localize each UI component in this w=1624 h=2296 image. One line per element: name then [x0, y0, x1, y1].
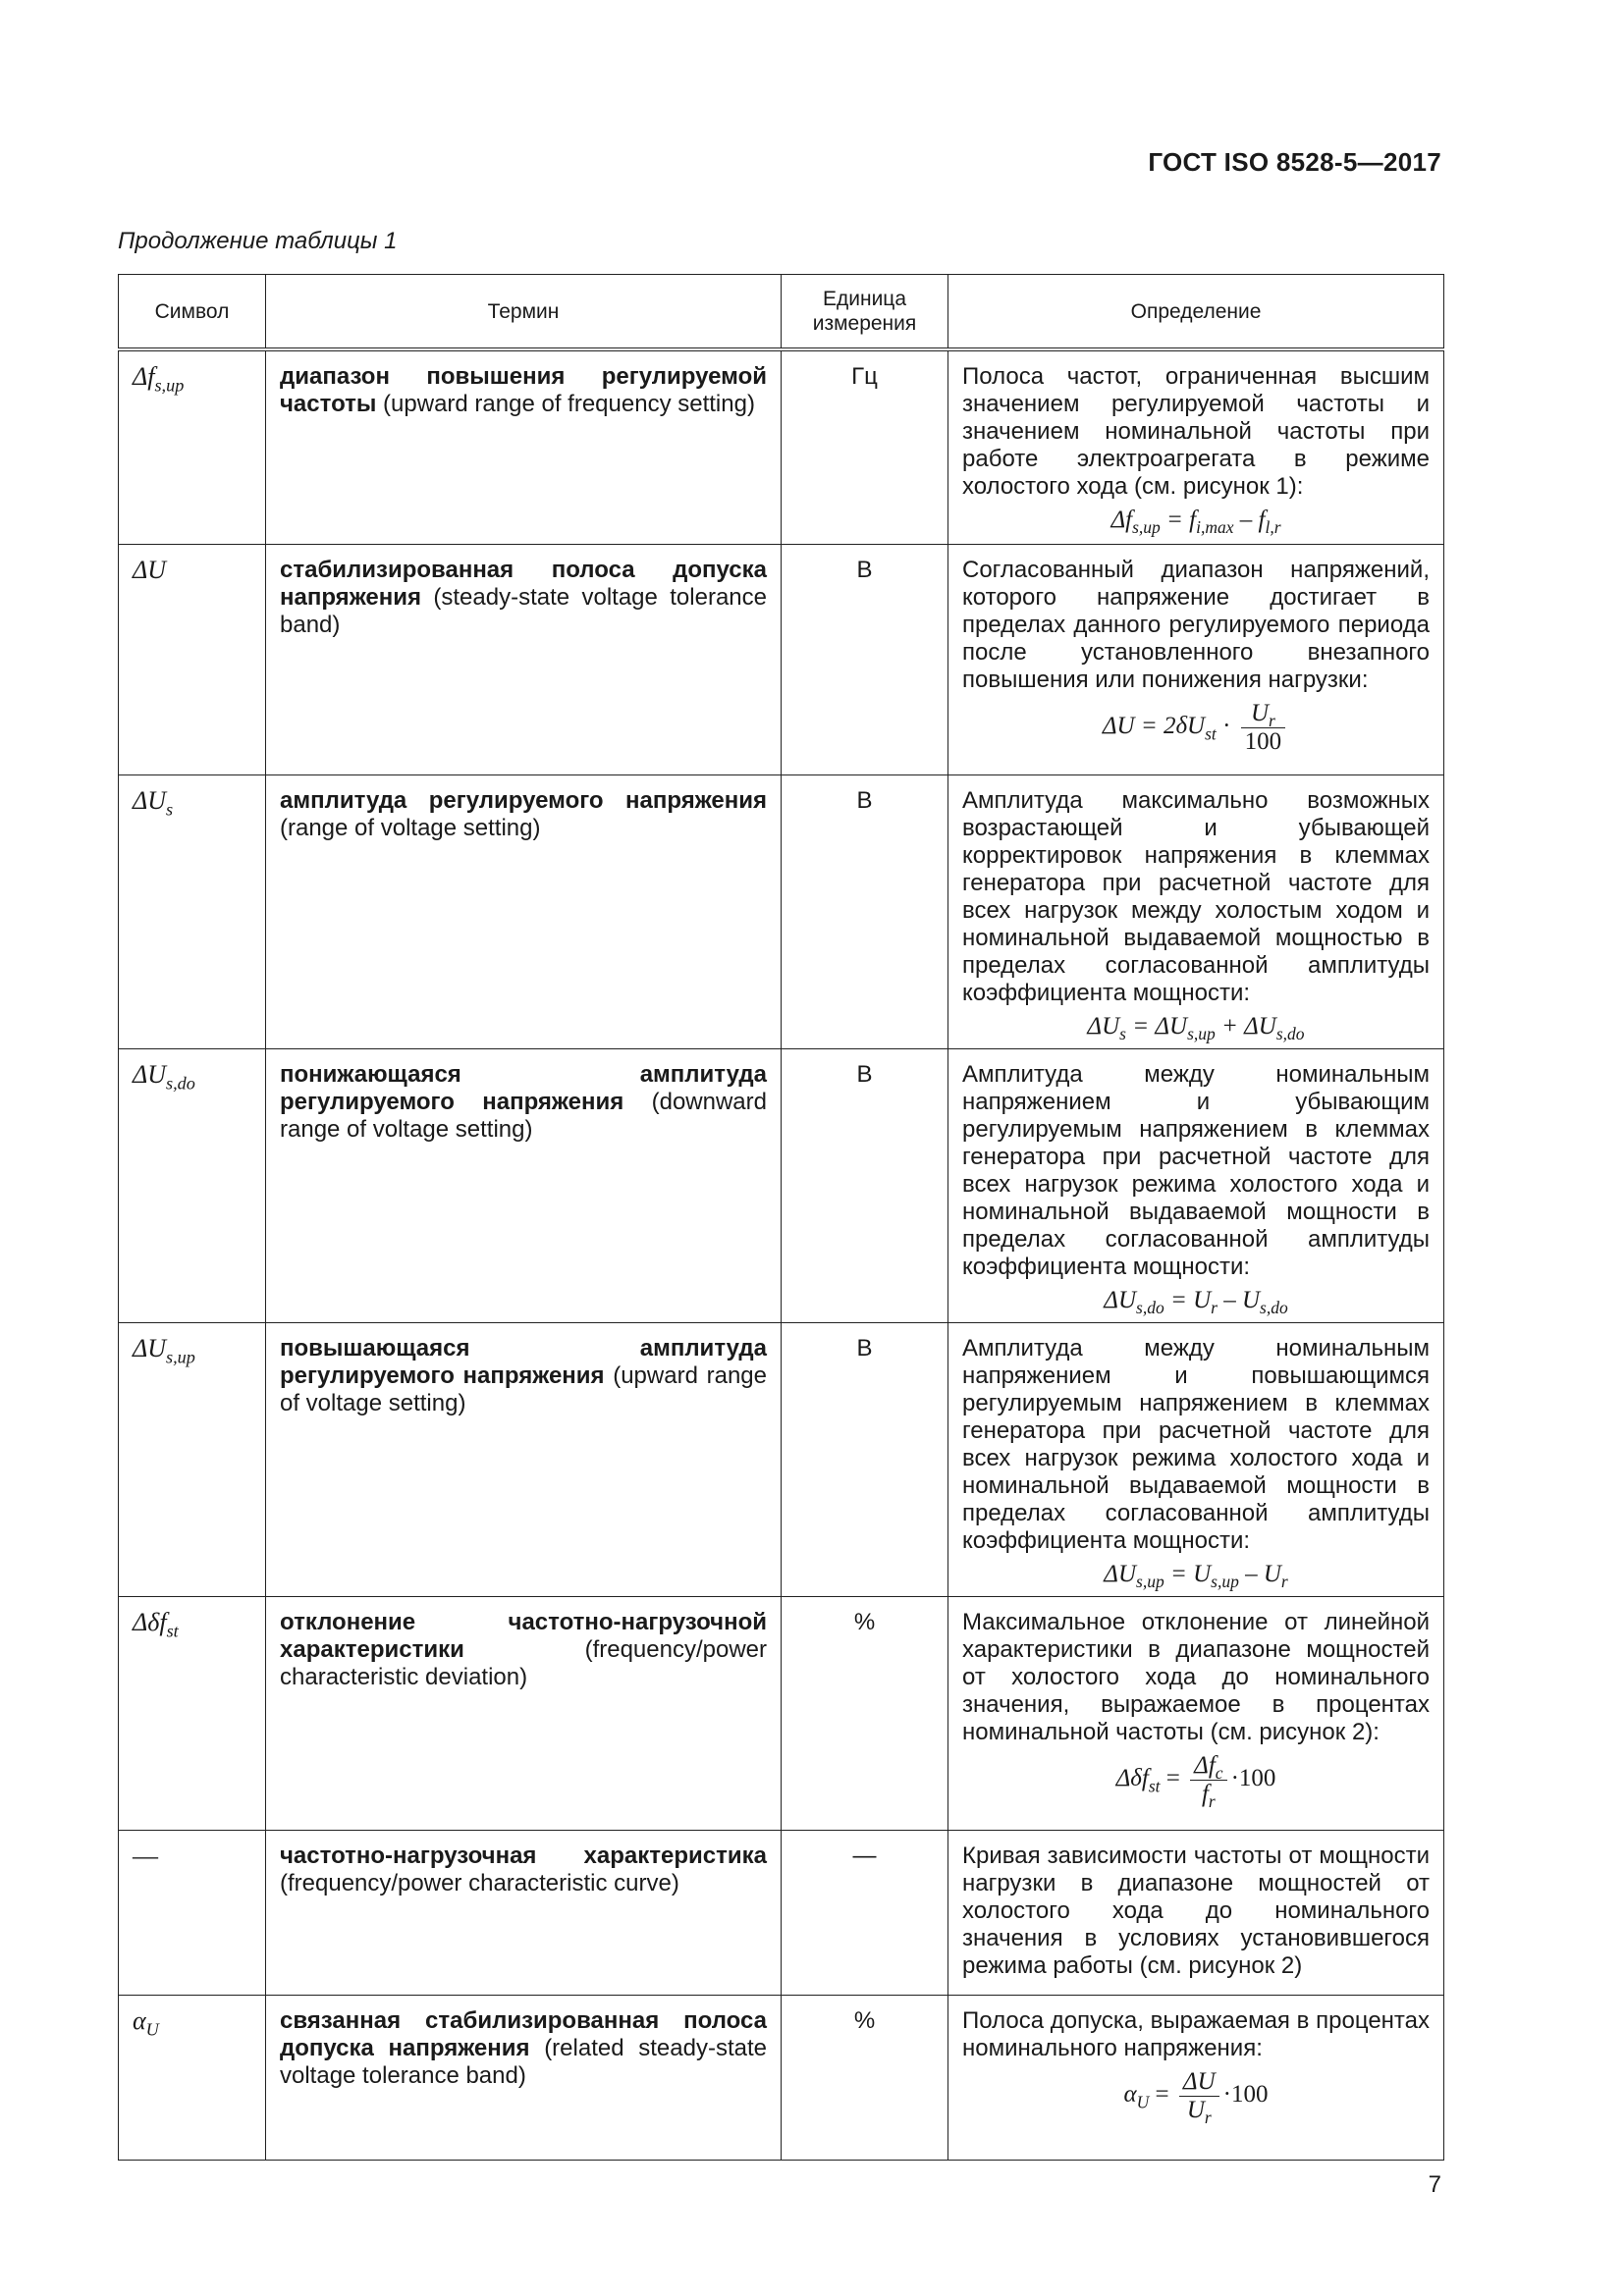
table-row: [119, 349, 1444, 544]
symbol-cell: Δδf$_{st}$: [119, 1596, 266, 1830]
symbol-cell: —: [119, 1830, 266, 1995]
formula: $\Delta U_{s,do} = U_r - U_{s,do}$: [1104, 1286, 1288, 1317]
unit-cell: —: [782, 1830, 948, 1995]
formula: $\Delta U_s = \Delta U_{s,up} + \Delta U_{s,do}$: [1087, 1012, 1305, 1043]
symbol-cell: $\Delta U_s$: [119, 774, 266, 1048]
table-row: [119, 1995, 1444, 2160]
symbol-cell: $\Delta U_{s,up}$: [119, 1322, 266, 1596]
table-header-row: [119, 275, 1444, 350]
definition-text: Амплитуда максимально возможных возрастающей и убывающей корректировок напряжения в клеммах генератора при расчетной частоте для всех нагрузок между холостым ходом и номинальной выдаваемой мощностью в пределах согласованной амплитуды коэффициента мощности:: [962, 786, 1430, 1006]
standard-designation: ГОСТ ISO 8528-5—2017: [1148, 147, 1441, 177]
symbol-cell: ΔU: [119, 544, 266, 774]
definition-cell: [948, 1830, 1444, 1995]
unit-cell: В: [782, 1048, 948, 1322]
definition-text: Амплитуда между номинальным напряжением и повышающимся регулируемым напряжением в клеммах генератора при расчетной частоте для всех нагрузок режима холостого хода и номинальной выдаваемой мощности в пределах согласованной амплитуды коэффициента мощности:: [962, 1334, 1430, 1554]
term-cell: связанная стабилизированная полоса допуска напряжения (related steady-state voltage tolerance band): [266, 1995, 782, 2160]
definition-cell: [948, 1322, 1444, 1596]
unit-cell: %: [782, 1995, 948, 2160]
table-caption: Продолжение таблицы 1: [118, 228, 398, 254]
definition-text: Полоса частот, ограниченная высшим значением регулируемой частоты и значением номинальной частоты при работе электроагрегата в режиме холостого хода (см. рисунок 1):: [962, 363, 1430, 500]
column-header-definition: Определение: [948, 275, 1444, 350]
term-cell: отклонение частотно-нагрузочной характеристики (frequency/power characteristic deviation): [266, 1596, 782, 1830]
definition-cell: [948, 774, 1444, 1048]
definition-text: Кривая зависимости частоты от мощности нагрузки в диапазоне мощностей от холостого хода до номинального значения в условиях установившегося режима работы (см. рисунок 2): [962, 1842, 1430, 1979]
unit-cell: В: [782, 1322, 948, 1596]
definition-cell: [948, 544, 1444, 774]
unit-cell: %: [782, 1596, 948, 1830]
unit-cell: В: [782, 544, 948, 774]
definition-text: Максимальное отклонение от линейной характеристики в диапазоне мощностей от холостого хода до номинального значения, выражаемое в процентах номинальной частоты (см. рисунок 2):: [962, 1608, 1430, 1745]
terms-table: [118, 274, 1444, 2161]
term-cell: частотно-нагрузочная характеристика (frequency/power characteristic curve): [266, 1830, 782, 1995]
definition-cell: [948, 1995, 1444, 2160]
term-cell: амплитуда регулируемого напряжения (range of voltage setting): [266, 774, 782, 1048]
column-header-symbol: Символ: [119, 275, 266, 350]
definition-cell: [948, 1048, 1444, 1322]
table-row: [119, 1830, 1444, 1995]
term-cell: диапазон повышения регулируемой частоты (upward range of frequency setting): [266, 349, 782, 544]
formula: $\Delta U = 2\delta U_{st}$ · $\frac{U_r}{100}$: [962, 700, 1430, 756]
symbol-cell: $\Delta U_{s,do}$: [119, 1048, 266, 1322]
column-header-unit: Единица измерения: [782, 275, 948, 350]
definition-text: Полоса допуска, выражаемая в процентах номинального напряжения:: [962, 2006, 1430, 2061]
unit-cell: Гц: [782, 349, 948, 544]
term-cell: понижающаяся амплитуда регулируемого напряжения (downward range of voltage setting): [266, 1048, 782, 1322]
page-number: 7: [1428, 2171, 1441, 2198]
table-row: [119, 1322, 1444, 1596]
term-cell: стабилизированная полоса допуска напряжения (steady-state voltage tolerance band): [266, 544, 782, 774]
term-cell: повышающаяся амплитуда регулируемого напряжения (upward range of voltage setting): [266, 1322, 782, 1596]
definition-text: Амплитуда между номинальным напряжением и убывающим регулируемым напряжением в клеммах генератора при расчетной частоте для всех нагрузок режима холостого хода и номинальной выдаваемой мощности в пределах согласованной амплитуды коэффициента мощности:: [962, 1060, 1430, 1280]
symbol-cell: $\Delta f_{s,up}$: [119, 349, 266, 544]
table-row: [119, 774, 1444, 1048]
formula: $\Delta U_{s,up} = U_{s,up} - U_r$: [1104, 1560, 1288, 1591]
table-row: [119, 1048, 1444, 1322]
formula: Δδf$_{st}$ = $\frac{\Delta f_c}{f_r}$ ·100: [1115, 1751, 1276, 1811]
definition-cell: [948, 1596, 1444, 1830]
definition-text: Согласованный диапазон напряжений, которого напряжение достигает в пределах данного регулируемого периода после установленного внезапного повышения или понижения нагрузки:: [962, 556, 1430, 693]
definition-cell: [948, 349, 1444, 544]
formula: $\alpha_U$ = $\frac{\Delta U}{U_r}$ ·100: [1123, 2067, 1269, 2127]
table-row: [119, 1596, 1444, 1830]
symbol-cell: $\alpha_U$: [119, 1995, 266, 2160]
column-header-term: Термин: [266, 275, 782, 350]
unit-cell: В: [782, 774, 948, 1048]
table-row: [119, 544, 1444, 774]
formula: $\Delta f_{s,up} = f_{i,max} - f_{l,r}$: [1110, 507, 1281, 538]
